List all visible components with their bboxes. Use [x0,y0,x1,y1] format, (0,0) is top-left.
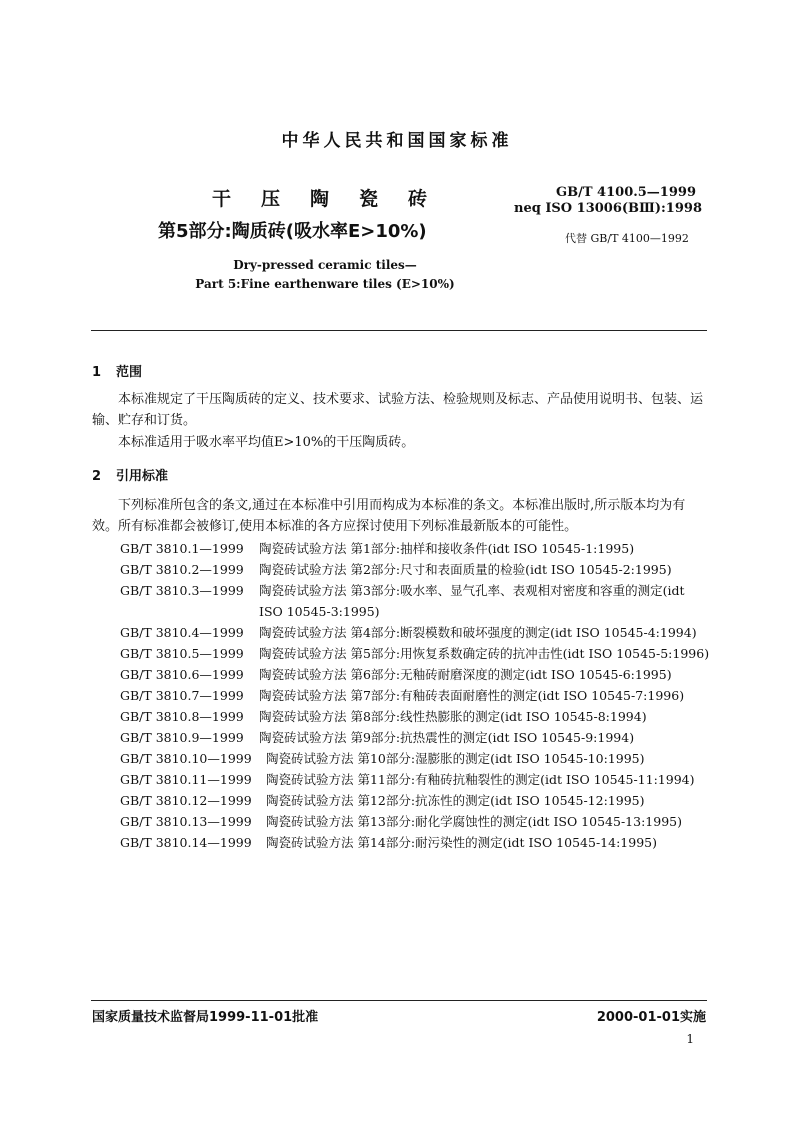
list-item [120,685,710,706]
reference-code: GB/T 3810.12—1999 [120,793,252,808]
reference-code: GB/T 3810.2—1999 [120,562,244,577]
reference-list [120,538,710,853]
reference-text: 陶瓷砖试验方法 第5部分:用恢复系数确定砖的抗冲击性(idt ISO 10545-5:1996) [259,646,710,661]
document-subtitle-en: Part 5:Fine earthenware tiles (E>10%) [195,277,455,291]
national-standard-label: 中华人民共和国国家标准 [281,131,513,151]
bottom-divider [91,1000,707,1001]
page-number: 1 [686,1032,694,1046]
document-title-cn: 干压陶瓷砖 [212,188,458,210]
section-number: 2 [92,469,102,484]
reference-code: GB/T 3810.11—1999 [120,772,252,787]
top-divider [91,330,707,331]
list-item [120,811,710,832]
effective-date: 2000-01-01实施 [596,1010,706,1025]
list-item [120,580,710,622]
reference-code: GB/T 3810.7—1999 [120,688,244,703]
scope-paragraph-2: 本标准适用于吸水率平均值E>10%的干压陶质砖。 [118,435,415,450]
reference-code: GB/T 3810.9—1999 [120,730,244,745]
list-item [120,832,710,853]
list-item [120,538,710,559]
list-item [120,622,710,643]
section-2-heading [92,465,168,484]
section-title: 引用标准 [116,469,169,484]
reference-code: GB/T 3810.3—1999 [120,583,244,598]
references-intro: 下列标准所包含的条文,通过在本标准中引用而构成为本标准的条文。本标准出版时,所示版本均为有效。所有标准都会被修订,使用本标准的各方应探讨使用下列标准最新版本的可能性。 [92,498,686,534]
list-item [120,748,710,769]
reference-text: 陶瓷砖试验方法 第13部分:耐化学腐蚀性的测定(idt ISO 10545-13:1995) [266,814,682,829]
list-item [120,769,710,790]
list-item [120,790,710,811]
section-number: 1 [92,365,102,380]
equivalence-note: neq ISO 13006(BⅢ):1998 [514,201,702,216]
reference-code: GB/T 3810.5—1999 [120,646,244,661]
reference-code: GB/T 3810.4—1999 [120,625,244,640]
scope-paragraph-1: 本标准规定了干压陶质砖的定义、技术要求、试验方法、检验规则及标志、产品使用说明书、包装、运输、贮存和订货。 [92,392,704,428]
reference-code: GB/T 3810.13—1999 [120,814,252,829]
reference-text: 陶瓷砖试验方法 第14部分:耐污染性的测定(idt ISO 10545-14:1995) [266,835,657,850]
reference-code: GB/T 3810.14—1999 [120,835,252,850]
section-title: 范围 [116,365,143,380]
approval-date: 国家质量技术监督局1999-11-01批准 [92,1010,319,1025]
list-item [120,559,710,580]
reference-text: 陶瓷砖试验方法 第9部分:抗热震性的测定(idt ISO 10545-9:1994) [259,730,635,745]
reference-text: 陶瓷砖试验方法 第6部分:无釉砖耐磨深度的测定(idt ISO 10545-6:1995) [259,667,672,682]
reference-text: 陶瓷砖试验方法 第1部分:抽样和接收条件(idt ISO 10545-1:1995) [259,541,635,556]
list-item [120,706,710,727]
list-item [120,727,710,748]
reference-text: 陶瓷砖试验方法 第10部分:湿膨胀的测定(idt ISO 10545-10:1995) [266,751,645,766]
standard-number: GB/T 4100.5—1999 [556,185,696,200]
reference-text: 陶瓷砖试验方法 第4部分:断裂模数和破坏强度的测定(idt ISO 10545-4:1994) [259,625,697,640]
reference-text: 陶瓷砖试验方法 第2部分:尺寸和表面质量的检验(idt ISO 10545-2:1995) [259,562,672,577]
list-item [120,643,710,664]
document-title-en: Dry-pressed ceramic tiles— [233,258,417,272]
section-1-heading [92,361,142,380]
reference-text: 陶瓷砖试验方法 第3部分:吸水率、显气孔率、表观相对密度和容重的测定(idt ISO 10545-3:1995) [259,583,685,619]
document-subtitle-cn: 第5部分:陶质砖(吸水率E>10%) [158,221,427,242]
reference-text: 陶瓷砖试验方法 第11部分:有釉砖抗釉裂性的测定(idt ISO 10545-11:1994) [266,772,695,787]
reference-code: GB/T 3810.10—1999 [120,751,252,766]
replaces-note: 代替 GB/T 4100—1992 [565,232,689,245]
reference-code: GB/T 3810.1—1999 [120,541,244,556]
reference-text: 陶瓷砖试验方法 第12部分:抗冻性的测定(idt ISO 10545-12:1995) [266,793,645,808]
reference-text: 陶瓷砖试验方法 第7部分:有釉砖表面耐磨性的测定(idt ISO 10545-7:1996) [259,688,685,703]
reference-text: 陶瓷砖试验方法 第8部分:线性热膨胀的测定(idt ISO 10545-8:1994) [259,709,647,724]
reference-code: GB/T 3810.6—1999 [120,667,244,682]
reference-code: GB/T 3810.8—1999 [120,709,244,724]
list-item [120,664,710,685]
